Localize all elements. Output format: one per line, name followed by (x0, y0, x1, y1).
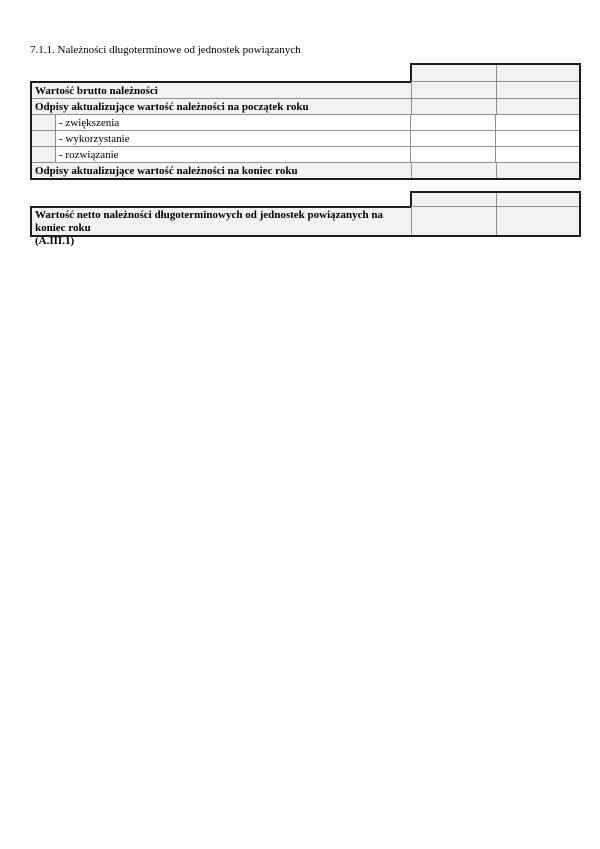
row-label: Odpisy aktualizujące wartość należności na koniec roku (35, 165, 298, 177)
table2-column-header-box (410, 191, 581, 206)
value-cell-col1 (410, 115, 495, 130)
table-row-odpisy-poczatek-roku (32, 98, 579, 114)
table1-column-header-box (410, 63, 581, 81)
table1-header-cell-1 (412, 65, 496, 81)
row-label (32, 206, 411, 247)
table-row-wykorzystanie (32, 130, 579, 146)
indent-cell (32, 115, 55, 130)
indent-cell (32, 147, 55, 162)
row-label: Wartość brutto należności (32, 81, 411, 98)
indent-cell (32, 131, 55, 146)
row-label: Odpisy aktualizujące wartość należności na początek roku (35, 101, 309, 113)
value-cell-col1 (411, 99, 496, 114)
row-label: - zwiększenia (55, 115, 410, 130)
row-label-line2: (A.III.1) (35, 235, 75, 247)
table-row-wartosc-netto (32, 206, 579, 247)
value-cell-col2 (495, 115, 578, 130)
table-row-zwiekszenia (32, 114, 579, 130)
value-cell-col2 (495, 147, 578, 162)
table-row-wartosc-brutto (32, 81, 579, 98)
value-cell-col1 (410, 147, 495, 162)
value-cell-col2 (495, 131, 578, 146)
value-cell-col2 (496, 163, 579, 178)
table-row-odpisy-koniec-roku (32, 162, 579, 178)
value-cell-col1 (411, 206, 496, 235)
section-title: 7.1.1. Należności długoterminowe od jednostek powiązanych (30, 44, 301, 56)
row-label-line1: Wartość netto należności długoterminowych od jednostek powiązanych na koniec roku (35, 209, 384, 234)
value-cell-col2 (496, 81, 579, 98)
table1-naleznosci-brutto-odpisy (30, 81, 581, 180)
row-label: - wykorzystanie (55, 131, 410, 146)
table2-header-cell-2 (496, 193, 579, 206)
value-cell-col1 (410, 131, 495, 146)
row-label: - rozwiązanie (55, 147, 410, 162)
value-cell-col1 (411, 81, 496, 98)
value-cell-col2 (496, 206, 579, 235)
value-cell-col2 (496, 99, 579, 114)
value-cell-col1 (411, 163, 496, 178)
table2-header-cell-1 (412, 193, 496, 206)
table2-naleznosci-netto (30, 206, 581, 247)
table-row-rozwiazanie (32, 146, 579, 162)
table1-header-cell-2 (496, 65, 579, 81)
